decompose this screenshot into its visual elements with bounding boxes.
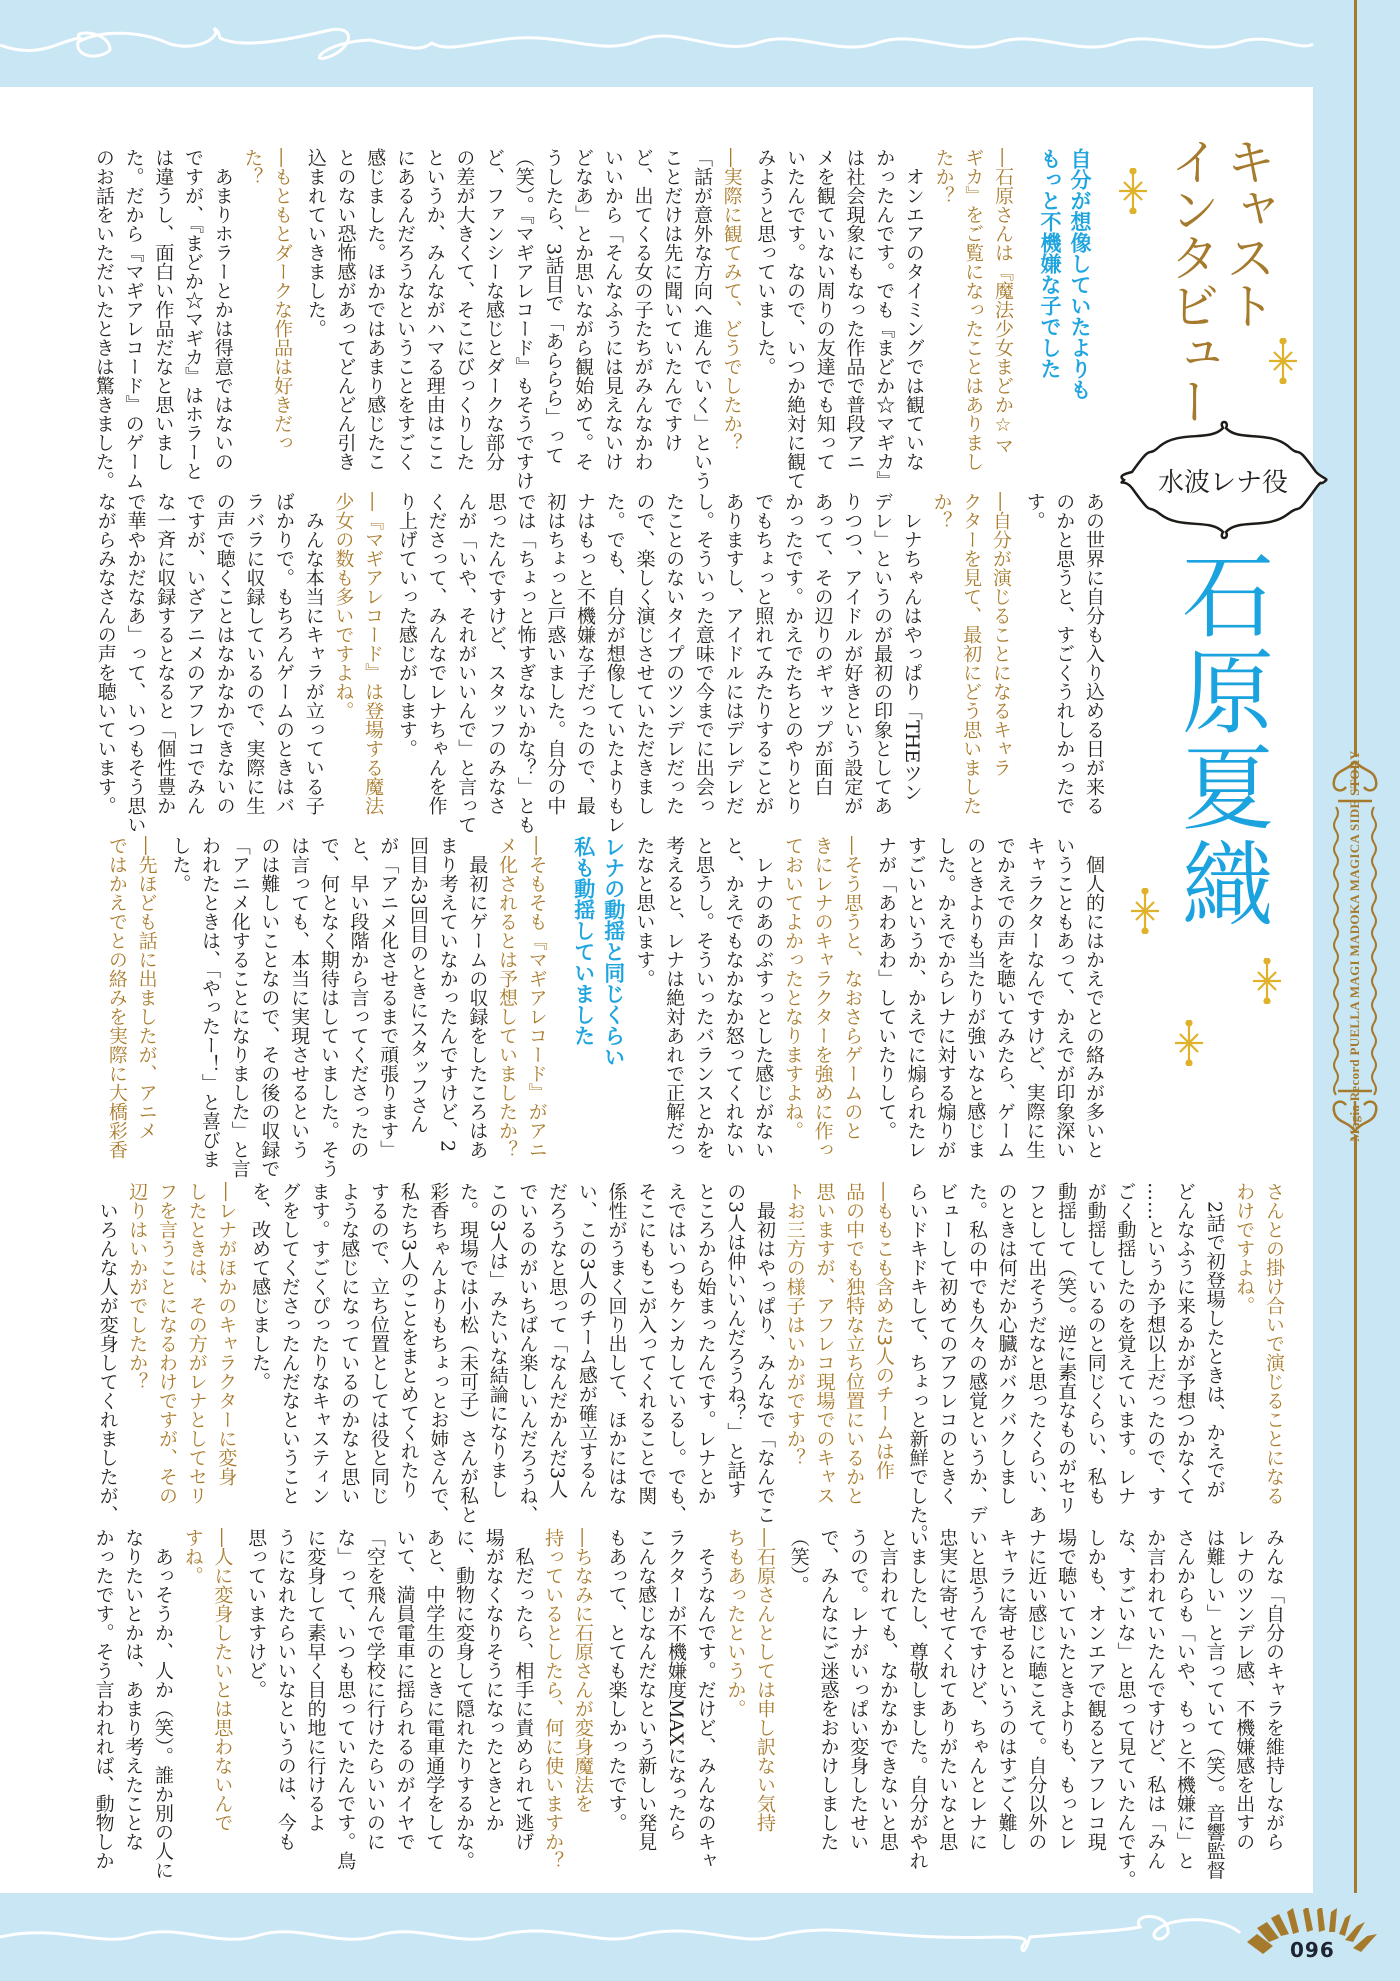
interview-answer-line: ビューして初めてのアフレコのときく xyxy=(936,1182,959,1505)
bottom-decorative-band xyxy=(0,1893,1260,1981)
interview-answer-line: あと、中学生のときに電車通学をして xyxy=(423,1528,446,1851)
interview-answer-line: かったです。そう言われれば、動物しか xyxy=(92,1528,115,1870)
interview-answer-line: 2話で初登場したときは、かえでが xyxy=(1203,1182,1226,1499)
interview-answer-line: たなと思います。 xyxy=(633,836,656,988)
interview-question-line: 持っているとしたら、何に使いますか？ xyxy=(542,1528,565,1870)
interview-answer-line: 「アニメ化することになりました」と言 xyxy=(228,836,251,1178)
interview-answer-line: と言われても、なかなかできないと思 xyxy=(876,1528,899,1851)
section-heading-line: 自分が想像していたよりも xyxy=(1068,148,1092,400)
interview-question-line: ―レナがほかのキャラクターに変身 xyxy=(215,1182,238,1486)
interview-answer-line: が「アニメ化させるまで頑張ります」 xyxy=(377,836,400,1159)
interview-answer-line: らいドキドキして、ちょっと新鮮でした。 xyxy=(906,1182,929,1543)
interview-answer-line: ナが「あわあわ」していたりして。 xyxy=(875,836,898,1140)
interview-answer-line: り上げていった感じがします。 xyxy=(395,492,418,758)
interview-answer-line: かったです。かえでたちとのやりとり xyxy=(781,492,804,815)
title-line-1: キャスト xyxy=(1218,136,1276,328)
interview-answer-line: ラクターが不機嫌度MAXになったら xyxy=(664,1528,687,1841)
interview-answer-line: フとして出そうだなと思ったくらい、あ xyxy=(1025,1182,1048,1524)
interview-answer-line: 最初はやっぱり、みんなで「なんでこ xyxy=(754,1182,777,1524)
interview-answer-line: は言っても、本当に実現させるという xyxy=(288,836,311,1159)
interview-question-line: ―自分が演じることになるキャラ xyxy=(989,492,1012,777)
interview-question-line: ―そう思うと、なおさらゲームのと xyxy=(841,836,864,1140)
interview-answer-line: みんな本当にキャラが立っている子 xyxy=(302,492,325,815)
interview-answer-line: のかと思うと、すごくうれしかったで xyxy=(1053,492,1076,815)
interview-answer-line: くださって、みんなでレナちゃんを作 xyxy=(425,492,448,815)
interview-answer-line: レナのあのぶすっとした感じがない xyxy=(752,836,775,1159)
interview-question-line: ―石原さんとしては申し訳ない気持 xyxy=(754,1528,777,1832)
interview-answer-line: ような感じになっているのかなと思い xyxy=(338,1182,361,1505)
interview-answer-line: な一斉に収録するとなると「個性豊か xyxy=(154,492,177,815)
interview-answer-line: た。だから『マギアレコード』のゲーム xyxy=(122,148,145,490)
interview-question-line: ちもあったというか。 xyxy=(724,1528,747,1718)
interview-answer-line: 係性がうまく回り出して、ほかにはな xyxy=(605,1182,628,1505)
interview-answer-line: た。現場では小松（未可子）さんが私と xyxy=(457,1182,480,1524)
interview-answer-line: うので。レナがいっぱい変身したせい xyxy=(847,1528,870,1851)
interview-answer-line: さんからも「いや、もっと不機嫌に」と xyxy=(1173,1528,1196,1870)
interview-answer-line: りつつ、アイドルが好きという設定が xyxy=(841,492,864,815)
interview-answer-line: あって、その辺りのギャップが面白 xyxy=(811,492,834,796)
interview-answer-line: 回目か3回目のときにスタッフさん xyxy=(406,836,429,1134)
interview-answer-line: と思うし。そういったバランスとかを xyxy=(692,836,715,1159)
interview-answer-line: なりたいとかは、あまり考えたことな xyxy=(122,1528,145,1851)
swirl-line-icon xyxy=(0,1916,1240,1950)
interview-answer-line: な」って、いつも思っていたんです。鳥 xyxy=(334,1528,357,1870)
interview-answer-line: いましたし、尊敬しました。自分がやれ xyxy=(906,1528,929,1870)
interview-answer-line: みんな「自分のキャラを維持しながら xyxy=(1263,1528,1285,1851)
interview-answer-line: 私たち3人のことをまとめてくれたり xyxy=(397,1182,420,1499)
interview-answer-line: た。でも、自分が想像していたよりもレ xyxy=(603,492,626,834)
interview-answer-line: デレ」というのが最初の印象としてあ xyxy=(871,492,894,815)
title-line-2: インタビュー xyxy=(1162,136,1220,424)
series-label: Magia Record PUELLA MAGI MADOKA MAGICA SIDE STORY xyxy=(1347,750,1362,1142)
interview-answer-line: と、かえでもなかなか怒ってくれない xyxy=(722,836,745,1159)
interview-answer-line: ます。すごくぴったりなキャスティン xyxy=(308,1182,331,1505)
interview-answer-line: で、何となく期待はしていました。そう xyxy=(317,836,340,1178)
interview-answer-line: ナに近い感じに聴こえて。自分以外の xyxy=(1025,1528,1048,1851)
interview-answer-line: ナはもっと不機嫌な子だったので、最 xyxy=(574,492,597,815)
interview-answer-line: の3人は仲いいんだろうね？」と話す xyxy=(724,1182,747,1499)
interview-question-line: さんとの掛け合いで演じることになる xyxy=(1263,1182,1285,1505)
interview-answer-line: た。私の中でも久々の感覚というか、デ xyxy=(965,1182,988,1524)
interview-answer-line: ありますし、アイドルにはデレデレだ xyxy=(722,492,745,815)
interview-answer-line: の差が大きくて、そこにびっくりした xyxy=(453,148,476,471)
interview-question-line: ―人に変身したいとは思わないんで xyxy=(211,1528,234,1832)
interview-answer-line: で、みんなにご迷惑をおかけしました xyxy=(817,1528,840,1851)
interview-question-line: ―実際に観てみて、どうでしたか？ xyxy=(720,148,743,452)
interview-question-line: ではかえでとの絡みを実際に大橋彩香 xyxy=(105,836,128,1159)
interview-answer-line: メを観ていない周りの友達でも知って xyxy=(813,148,836,471)
interview-answer-line: キャラクターなんですけど、実際に生 xyxy=(1023,836,1046,1159)
interview-question-line: た？ xyxy=(241,148,264,186)
interview-question-line: ―そもそも『マギアレコード』がアニ xyxy=(525,836,548,1159)
interview-answer-line: ごく動揺したのを覚えています。レナ xyxy=(1114,1182,1137,1505)
interview-answer-line: は違うし、面白い作品だなと思いまし xyxy=(152,148,175,471)
article-tier-3 xyxy=(101,836,1108,1181)
interview-answer-line: 思っていますけど。 xyxy=(245,1528,268,1699)
section-heading-line: レナの動揺と同じくらい xyxy=(601,836,626,1067)
interview-answer-line: のお話をいただいたときは驚きました。 xyxy=(92,148,115,490)
interview-answer-line: ことだけは先に聞いていたんですけ xyxy=(661,148,684,452)
sparkle-icon xyxy=(1250,958,1284,1004)
interview-answer-line: す。 xyxy=(1023,492,1046,530)
interview-answer-line: に、動物に変身して隠れたりするかな。 xyxy=(453,1528,476,1870)
interview-answer-line: ど、出てくる女の子たちがみんなかわ xyxy=(631,148,654,471)
interview-answer-line: うになれたらいいなというのは、今も xyxy=(274,1528,297,1851)
sparkle-icon xyxy=(1266,338,1300,384)
interview-question-line: か？ xyxy=(930,492,953,530)
interview-answer-line: した。かえでからレナに対する煽りが xyxy=(934,836,957,1159)
side-gold-line xyxy=(1354,1135,1357,1893)
interview-answer-line: （笑）。『マギアレコード』もそうですけ xyxy=(512,148,535,490)
interview-answer-line: というか、みんながハマる理由はここ xyxy=(423,148,446,471)
interview-answer-line: 「空を飛んで学校に行けたらいいのに xyxy=(363,1528,386,1851)
interview-question-line: ―ももこも含めた3人のチームは作 xyxy=(872,1182,895,1480)
interview-answer-line: し。そういった意味で今までに出会っ xyxy=(692,492,715,815)
side-gold-line xyxy=(1354,0,1357,757)
interview-answer-line: か言われていたんですけど、私は「みん xyxy=(1144,1528,1167,1870)
interview-answer-line: な、すごいな」と思って見ていたんです。 xyxy=(1114,1528,1137,1889)
interview-answer-line: いたんです。なので、いつか絶対に観て xyxy=(784,148,807,490)
article-tier-1 xyxy=(88,148,1095,493)
interview-question-line: 少女の数も多いですよね。 xyxy=(332,492,355,720)
interview-question-line: ―ちなみに石原さんが変身魔法を xyxy=(571,1528,594,1813)
interview-answer-line: 最初にゲームの収録をしたころはあ xyxy=(466,836,489,1159)
interview-answer-line: しかも、オンエアで観るとアフレコ現 xyxy=(1084,1528,1107,1851)
interview-answer-line: いて、満員電車に揺られるのがイヤで xyxy=(393,1528,416,1851)
interview-answer-line: （笑）。 xyxy=(787,1528,810,1595)
interview-question-line: たか？ xyxy=(932,148,955,205)
interview-answer-line: そこにももこが入ってくれることで関 xyxy=(635,1182,658,1505)
interview-question-line: ―『マギアレコード』は登場する魔法 xyxy=(362,492,385,815)
swirl-line-icon xyxy=(0,29,1313,59)
interview-answer-line: いと思うんですけど、ちゃんとレナに xyxy=(965,1528,988,1851)
interview-question-line: したときは、その方がレナとしてセリ xyxy=(185,1182,208,1505)
interview-answer-line: では「ちょっと怖すぎないかな？」とも xyxy=(514,492,537,834)
interview-answer-line: 初はちょっと戸惑いました。自分の中 xyxy=(544,492,567,815)
interview-answer-line: キャラに寄せるというのはすごく難し xyxy=(995,1528,1018,1851)
article-tier-2 xyxy=(90,492,1108,837)
interview-answer-line: と、早い段階から言ってくださったの xyxy=(347,836,370,1159)
interview-answer-line: すごいというか、かえでに煽られたレ xyxy=(904,836,927,1159)
top-decorative-band xyxy=(0,0,1400,87)
interview-answer-line: どんなふうに来るかが予想つかなくて xyxy=(1173,1182,1196,1505)
interview-question-line: 辺りはいかがでしたか？ xyxy=(126,1182,149,1391)
interview-answer-line: の声で聴くことはなかなかできないの xyxy=(213,492,236,815)
interview-answer-line: が動揺しているのと同じくらい、私も xyxy=(1084,1182,1107,1505)
interview-answer-line: んが「いや、それがいいんで」と言って xyxy=(455,492,478,834)
interview-answer-line: ので、楽しく演じさせていただきまし xyxy=(633,492,656,815)
interview-question-line: すね。 xyxy=(181,1528,204,1585)
interview-question-line: ―石原さんは『魔法少女まどか☆マ xyxy=(992,148,1014,455)
interview-answer-line: 「話が意外な方向へ進んでいく」という xyxy=(690,148,713,490)
role-label: 水波レナ役 xyxy=(1157,468,1288,498)
interview-answer-line: そうなんです。だけど、みんなのキャ xyxy=(694,1528,717,1870)
interview-answer-line: この3人は」みたいな結論になりまし xyxy=(486,1182,509,1499)
page-number: 096 xyxy=(1290,1938,1335,1962)
section-heading-line: もっと不機嫌な子でした xyxy=(1038,148,1062,379)
interview-question-line: わけですよね。 xyxy=(1233,1182,1256,1315)
interview-answer-line: あの世界に自分も入り込める日が来る xyxy=(1083,492,1105,815)
interview-answer-line: は社会現象にもなった作品で普段アニ xyxy=(843,148,866,471)
interview-answer-line: のは難しいことなので、その後の収録で xyxy=(258,836,281,1178)
interview-answer-line: した。 xyxy=(169,836,192,893)
interview-answer-line: オンエアのタイミングでは観ていな xyxy=(902,148,925,471)
interview-answer-line: 場がなくなりそうになったときとか xyxy=(482,1528,505,1832)
interview-answer-line: するので、立ち位置としては役と同じ xyxy=(367,1182,390,1505)
interview-answer-line: どなあ」とか思いながら観始めて。そ xyxy=(572,148,595,471)
interview-answer-line: で華やかだなあ」って、いつもそう思い xyxy=(124,492,147,834)
article-tier-5 xyxy=(88,1528,1288,1889)
interview-answer-line: は難しい」と言っていて（笑）。音響監督 xyxy=(1203,1528,1226,1880)
section-heading-line: 私も動揺していました xyxy=(571,836,596,1046)
interview-answer-line: ながらみなさんの声を聴いています。 xyxy=(94,492,117,815)
interview-answer-line: ばかりで。もちろんゲームのときはバ xyxy=(273,492,296,815)
interview-question-line: 思いますが、アフレコ現場でのキャス xyxy=(813,1182,836,1505)
interview-answer-line: だろうなと思って「なんだかんだ3人 xyxy=(546,1182,569,1499)
interview-answer-line: かったんです。でも『まどか☆マギカ』 xyxy=(873,148,896,490)
interview-answer-line: えではいつもケンカしているし。でも、 xyxy=(664,1182,687,1524)
interview-answer-line: 忠実に寄せてくれてありがたいなと思 xyxy=(936,1528,959,1851)
interview-question-line: トお三方の様子はいかがですか？ xyxy=(783,1182,806,1467)
interview-answer-line: 個人的にはかえでとの絡みが多いと xyxy=(1083,836,1105,1159)
interview-answer-line: ですが、いざアニメのアフレコでみん xyxy=(183,492,206,815)
sparkle-icon xyxy=(1128,888,1162,934)
interview-answer-line: でいるのがいちばん楽しいんだろうね、 xyxy=(516,1182,539,1524)
interview-answer-line: レナちゃんはやっぱり「THEツン xyxy=(900,492,923,802)
interview-answer-line: みようと思っていました。 xyxy=(754,148,777,376)
interview-answer-line: あまりホラーとかは得意ではないの xyxy=(211,148,234,471)
interview-answer-line: 彩香ちゃんよりもちょっとお姉さんで、 xyxy=(427,1182,450,1524)
interview-answer-line: のときは何だか心臓がバクバクしまし xyxy=(995,1182,1018,1505)
interview-answer-line: 場で聴いていたときよりも、もっとレ xyxy=(1055,1528,1078,1851)
interview-question-line: ギカ』をご覧になったことはありまし xyxy=(962,148,985,471)
interview-answer-line: ラバラに収録しているので、実際に生 xyxy=(243,492,266,815)
interview-answer-line: 考えると、レナは絶対あれで正解だっ xyxy=(663,836,686,1159)
interview-answer-line: いうこともあって、かえでが印象深い xyxy=(1053,836,1076,1159)
interview-answer-line: あっそうか、人か（笑）。誰か別の人に xyxy=(151,1528,174,1880)
interview-answer-line: にあるんだろうなということをすごく xyxy=(393,148,416,471)
interview-answer-line: 私だったら、相手に責められて逃げ xyxy=(512,1528,535,1851)
interview-answer-line: 動揺して（笑）。逆に素直なものがセリ xyxy=(1055,1182,1078,1515)
interview-answer-line: い、この3人のチーム感が確立するん xyxy=(575,1182,598,1499)
interview-answer-line: うしたら、3話目で「あららら」って xyxy=(542,148,565,465)
interview-question-line: きにレナのキャラクターを強めに作っ xyxy=(811,836,834,1159)
interview-answer-line: ですが、『まどか☆マギカ』はホラーと xyxy=(182,148,205,481)
article-tier-4 xyxy=(92,1182,1288,1543)
interview-answer-line: でかえでの声を聴いてみたら、ゲーム xyxy=(993,836,1016,1159)
interview-answer-line: 込まれていきました。 xyxy=(304,148,327,338)
interview-question-line: メ化されるとは予想していましたか？ xyxy=(496,836,519,1159)
interview-question-line: ておいてよかったとなりますよね。 xyxy=(781,836,804,1140)
interview-answer-line: レナのツンデレ感、不機嫌感を出すの xyxy=(1233,1528,1256,1851)
interview-answer-line: ところから始まったんです。レナとか xyxy=(694,1182,717,1505)
interview-question-line: ―もともとダークな作品は好きだっ xyxy=(271,148,294,452)
interview-answer-line: グをしてくださったんだなということ xyxy=(278,1182,301,1505)
interviewee-name: 石原夏織 xyxy=(1167,548,1274,932)
interview-question-line: フを言うことになるわけですが、その xyxy=(155,1182,178,1505)
interview-answer-line: 感じました。ほかではあまり感じたこ xyxy=(364,148,387,471)
interview-answer-line: のときよりも当たりが強いなと感じま xyxy=(964,836,987,1159)
interview-answer-line: とのない恐怖感があってどんどん引き xyxy=(334,148,357,471)
interview-answer-line: ……というか予想以上だったので、す xyxy=(1144,1182,1167,1505)
interview-question-line: ―先ほども話に出ましたが、アニメ xyxy=(135,836,158,1140)
interview-answer-line: ど、ファンシーな感じとダークな部分 xyxy=(483,148,506,471)
interview-answer-line: いろんな人が変身してくれましたが、 xyxy=(96,1182,119,1524)
interview-answer-line: を、改めて感じました。 xyxy=(249,1182,272,1391)
interview-answer-line: こんな感じなんだなという新しい発見 xyxy=(635,1528,658,1851)
interview-answer-line: たことのないタイプのツンデレだった xyxy=(663,492,686,815)
interview-answer-line: われたときは、「やったー！」と喜びま xyxy=(199,836,222,1169)
interview-answer-line: いいから「そんなふうには見えないけ xyxy=(601,148,624,471)
interview-question-line: 品の中でも独特な立ち位置にいるかと xyxy=(843,1182,866,1505)
interview-answer-line: もあって、とても楽しかったです。 xyxy=(605,1528,628,1832)
sparkle-icon xyxy=(1172,1020,1206,1066)
interview-answer-line: 思ったんですけど、スタッフのみなさ xyxy=(484,492,507,815)
interview-answer-line: に変身して素早く目的地に行けるよ xyxy=(304,1528,327,1832)
interview-answer-line: でもちょっと照れてみたりすることが xyxy=(752,492,775,815)
sparkle-icon xyxy=(1116,168,1150,214)
interview-question-line: クターを見て、最初にどう思いました xyxy=(960,492,983,815)
interview-answer-line: まり考えていなかったんですけど、2 xyxy=(436,836,459,1153)
